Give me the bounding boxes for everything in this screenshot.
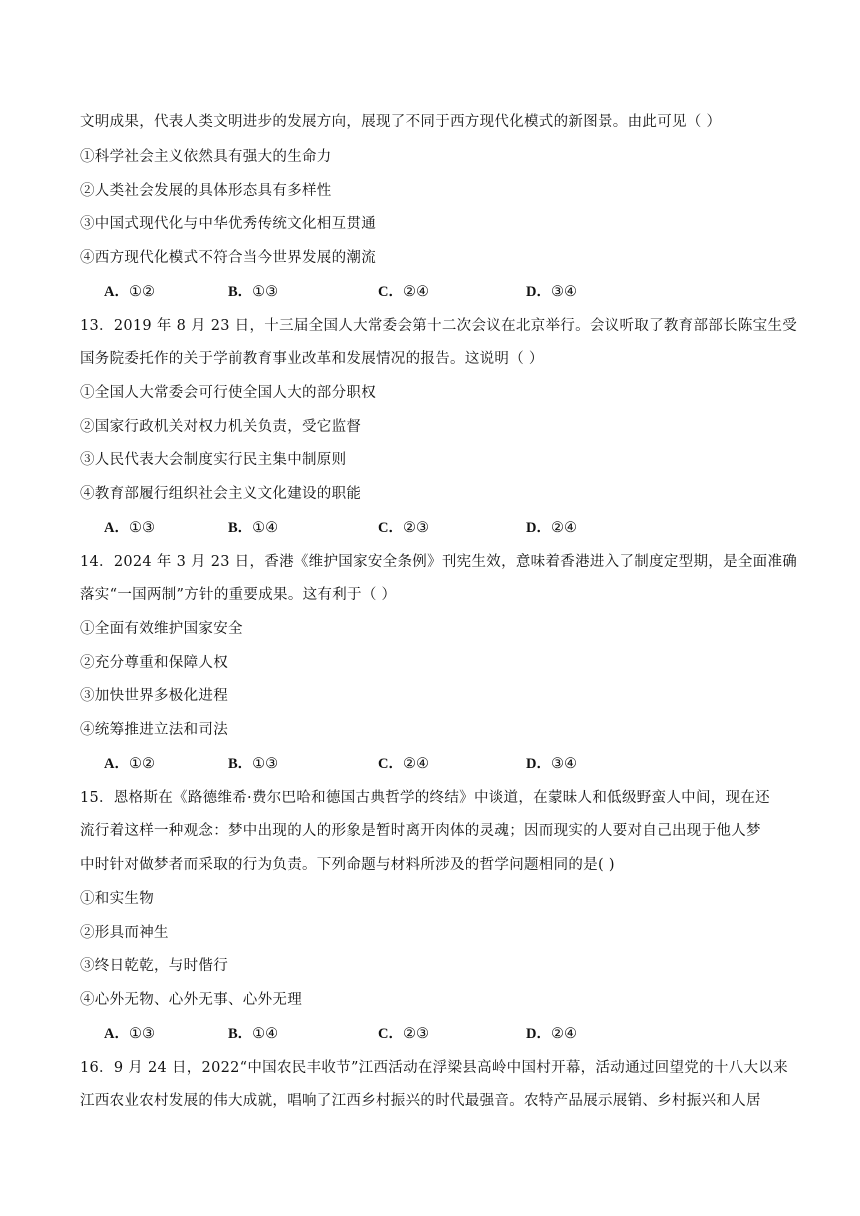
- q14-options: [104, 754, 804, 774]
- option-letter: B．: [228, 756, 253, 772]
- q14-statement-4: ④统筹推进立法和司法: [80, 722, 228, 738]
- q13-options: [104, 518, 804, 538]
- q13-statement-3: ③人民代表大会制度实行民主集中制原则: [80, 452, 347, 468]
- q12-options: [104, 282, 804, 302]
- q12-option-c[interactable]: [378, 282, 429, 302]
- q13-option-b[interactable]: [228, 518, 278, 538]
- q14-stem-line-2: 落实“一国两制”方针的重要成果。这有利于（ ）: [80, 587, 397, 603]
- option-letter: C．: [378, 1026, 403, 1042]
- q12-stem-line: 文明成果，代表人类文明进步的发展方向，展现了不同于西方现代化模式的新图景。由此可见（ ）: [80, 114, 722, 130]
- q15-statement-2: ②形具而神生: [80, 925, 169, 941]
- option-text: ①④: [252, 520, 279, 536]
- option-text: ①③: [128, 1026, 155, 1042]
- q12-statement-3: ③中国式现代化与中华优秀传统文化相互贯通: [80, 216, 376, 232]
- option-letter: B．: [228, 520, 253, 536]
- option-text: ③④: [550, 756, 577, 772]
- q13-stem-line-1: 13．2019 年 8 月 23 日，十三届全国人大常委会第十二次会议在北京举行。会议听取了教育部部长陈宝生受: [80, 318, 798, 334]
- q13-option-d[interactable]: [526, 518, 577, 538]
- q13-statement-4: ④教育部履行组织社会主义文化建设的职能: [80, 486, 362, 502]
- q14-statement-2: ②充分尊重和保障人权: [80, 655, 228, 671]
- q15-statement-3: ③终日乾乾，与时偕行: [80, 958, 228, 974]
- q12-statement-4: ④西方现代化模式不符合当今世界发展的潮流: [80, 250, 376, 266]
- q15-stem-line-3: 中时针对做梦者而采取的行为负责。下列命题与材料所涉及的哲学问题相同的是( ): [80, 857, 615, 873]
- option-text: ①②: [128, 284, 155, 300]
- option-letter: D．: [526, 756, 551, 772]
- option-text: ②④: [402, 756, 429, 772]
- q16-stem-line-2: 江西农业农村发展的伟大成就，唱响了江西乡村振兴的时代最强音。农特产品展示展销、乡村振兴和人居: [80, 1093, 761, 1109]
- option-text: ②④: [402, 284, 429, 300]
- option-text: ①④: [252, 1026, 279, 1042]
- q14-option-c[interactable]: [378, 754, 429, 774]
- q15-options: [104, 1024, 804, 1044]
- q14-statement-3: ③加快世界多极化进程: [80, 688, 228, 704]
- option-text: ②④: [550, 520, 577, 536]
- option-letter: D．: [526, 1026, 551, 1042]
- q15-option-b[interactable]: [228, 1024, 278, 1044]
- option-text: ①③: [128, 520, 155, 536]
- q14-statement-1: ①全面有效维护国家安全: [80, 621, 243, 637]
- option-letter: D．: [526, 284, 551, 300]
- q12-option-a[interactable]: [104, 282, 155, 302]
- option-letter: B．: [228, 284, 253, 300]
- option-text: ②③: [402, 520, 429, 536]
- q15-option-a[interactable]: [104, 1024, 155, 1044]
- q15-stem-line-2: 流行着这样一种观念：梦中出现的人的形象是暂时离开肉体的灵魂；因而现实的人要对自己出现于他人梦: [80, 823, 761, 839]
- q15-statement-4: ④心外无物、心外无事、心外无理: [80, 992, 302, 1008]
- q13-option-c[interactable]: [378, 518, 429, 538]
- option-text: ②③: [402, 1026, 429, 1042]
- q15-option-d[interactable]: [526, 1024, 577, 1044]
- option-text: ①③: [252, 756, 279, 772]
- option-letter: B．: [228, 1026, 253, 1042]
- q13-statement-2: ②国家行政机关对权力机关负责，受它监督: [80, 419, 362, 435]
- q15-statement-1: ①和实生物: [80, 891, 154, 907]
- q14-stem-line-1: 14．2024 年 3 月 23 日，香港《维护国家安全条例》刊宪生效，意味着香港进入了制度定型期，是全面准确: [80, 554, 798, 570]
- option-letter: C．: [378, 284, 403, 300]
- q14-option-a[interactable]: [104, 754, 155, 774]
- q13-statement-1: ①全国人大常委会可行使全国人大的部分职权: [80, 385, 376, 401]
- option-letter: C．: [378, 756, 403, 772]
- option-letter: A．: [104, 520, 129, 536]
- q12-option-b[interactable]: [228, 282, 278, 302]
- option-text: ③④: [550, 284, 577, 300]
- q13-stem-line-2: 国务院委托作的关于学前教育事业改革和发展情况的报告。这说明（ ）: [80, 351, 544, 367]
- q13-option-a[interactable]: [104, 518, 155, 538]
- q16-stem-line-1: 16．9 月 24 日，2022“中国农民丰收节”江西活动在浮梁县高岭中国村开幕，活动通过回望党的十八大以来: [80, 1060, 788, 1076]
- option-text: ①③: [252, 284, 279, 300]
- q12-statement-2: ②人类社会发展的具体形态具有多样性: [80, 183, 332, 199]
- q14-option-d[interactable]: [526, 754, 577, 774]
- option-letter: D．: [526, 520, 551, 536]
- option-text: ②④: [550, 1026, 577, 1042]
- option-text: ①②: [128, 756, 155, 772]
- q12-option-d[interactable]: [526, 282, 577, 302]
- q15-stem-line-1: 15．恩格斯在《路德维希·费尔巴哈和德国古典哲学的终结》中谈道，在蒙昧人和低级野蛮人中间，现在还: [80, 790, 770, 806]
- option-letter: C．: [378, 520, 403, 536]
- option-letter: A．: [104, 1026, 129, 1042]
- option-letter: A．: [104, 756, 129, 772]
- q15-option-c[interactable]: [378, 1024, 429, 1044]
- option-letter: A．: [104, 284, 129, 300]
- q12-statement-1: ①科学社会主义依然具有强大的生命力: [80, 149, 332, 165]
- q14-option-b[interactable]: [228, 754, 278, 774]
